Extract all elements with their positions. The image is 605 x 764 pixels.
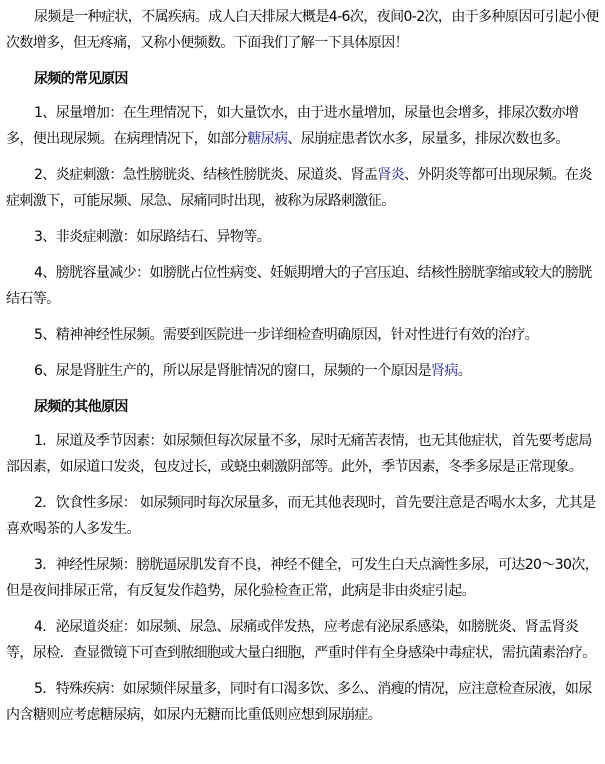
text-span: 。 bbox=[457, 363, 472, 379]
common-cause-6 bbox=[6, 358, 599, 384]
other-cause-4: 4．泌尿道炎症：如尿频、尿急、尿痛或伴发热，应考虑有泌尿系感染，如膀胱炎、肾盂肾炎等，尿检．查显微镜下可查到脓细胞或大量白细胞，严重时伴有全身感染中毒症状，需抗菌素治疗。 bbox=[6, 619, 596, 661]
text-span: 6、尿是肾脏生产的，所以尿是肾脏情况的窗口，尿频的一个原因是 bbox=[34, 363, 431, 379]
text-span: 2、炎症刺激：急性膀胱炎、结核性膀胱炎、尿道炎、肾盂 bbox=[34, 167, 378, 183]
section-heading-other-causes: 尿频的其他原因 bbox=[34, 399, 128, 415]
link-nephritis[interactable]: 肾炎 bbox=[377, 167, 405, 183]
intro-paragraph: 尿频是一种症状，不属疾病。成人白天排尿大概是4-6次，夜间0-2次，由于多种原因可引起小便次数增多，但无疼痛，又称小便频数。下面我们了解一下具体原因！ bbox=[6, 9, 599, 51]
common-cause-4: 4、膀胱容量减少：如膀胱占位性病变、妊娠期增大的子宫压迫、结核性膀胱挛缩或较大的膀胱结石等。 bbox=[6, 265, 592, 307]
text-span: 、尿崩症患者饮水多，尿量多，排尿次数也多。 bbox=[287, 131, 569, 147]
other-cause-5: 5．特殊疾病：如尿频伴尿量多，同时有口渴多饮、多么、消瘦的情况，应注意检查尿液，如尿内含糖则应考虑糖尿病，如尿内无糖而比重低则应想到尿崩症。 bbox=[6, 681, 592, 723]
other-cause-3: 3．神经性尿频：膀胱逼尿肌发育不良，神经不健全，可发生白天点滴性多尿，可达20～30次，但是夜间排尿正常，有反复发作趋势，尿化验检查正常，此病是非由炎症引起。 bbox=[6, 557, 599, 599]
common-cause-5: 5、精神神经性尿频。需要到医院进一步详细检查明确原因，针对性进行有效的治疗。 bbox=[34, 327, 539, 343]
link-diabetes[interactable]: 糖尿病 bbox=[247, 131, 288, 147]
common-cause-2 bbox=[6, 162, 599, 214]
text-span: 1、尿量增加：在生理情况下，如大量饮水，由于进水量增加，尿量也会增多，排尿次数亦增多，便出现尿频。在病理情况下，如部分 bbox=[6, 105, 579, 147]
common-cause-1 bbox=[6, 100, 599, 152]
other-cause-1: 1．尿道及季节因素：如尿频但每次尿量不多，尿时无痛苦表情，也无其他症状，首先要考虑局部因素，如尿道口发炎，包皮过长，或蛲虫刺激阴部等。此外，季节因素，冬季多尿是正常现象。 bbox=[6, 433, 592, 475]
common-cause-3: 3、非炎症刺激：如尿路结石、异物等。 bbox=[34, 229, 271, 245]
other-cause-2: 2．饮食性多尿： 如尿频同时每次尿量多，而无其他表现时，首先要注意是否喝水太多，尤其是喜欢喝茶的人多发生。 bbox=[6, 495, 596, 537]
link-kidney-disease[interactable]: 肾病 bbox=[430, 363, 458, 379]
text-span: 、外阴炎等都可出现尿频。在炎症刺激下，可能尿频、尿急、尿痛同时出现，被称为尿路刺激征。 bbox=[6, 167, 592, 209]
section-heading-common-causes: 尿频的常见原因 bbox=[34, 71, 128, 87]
